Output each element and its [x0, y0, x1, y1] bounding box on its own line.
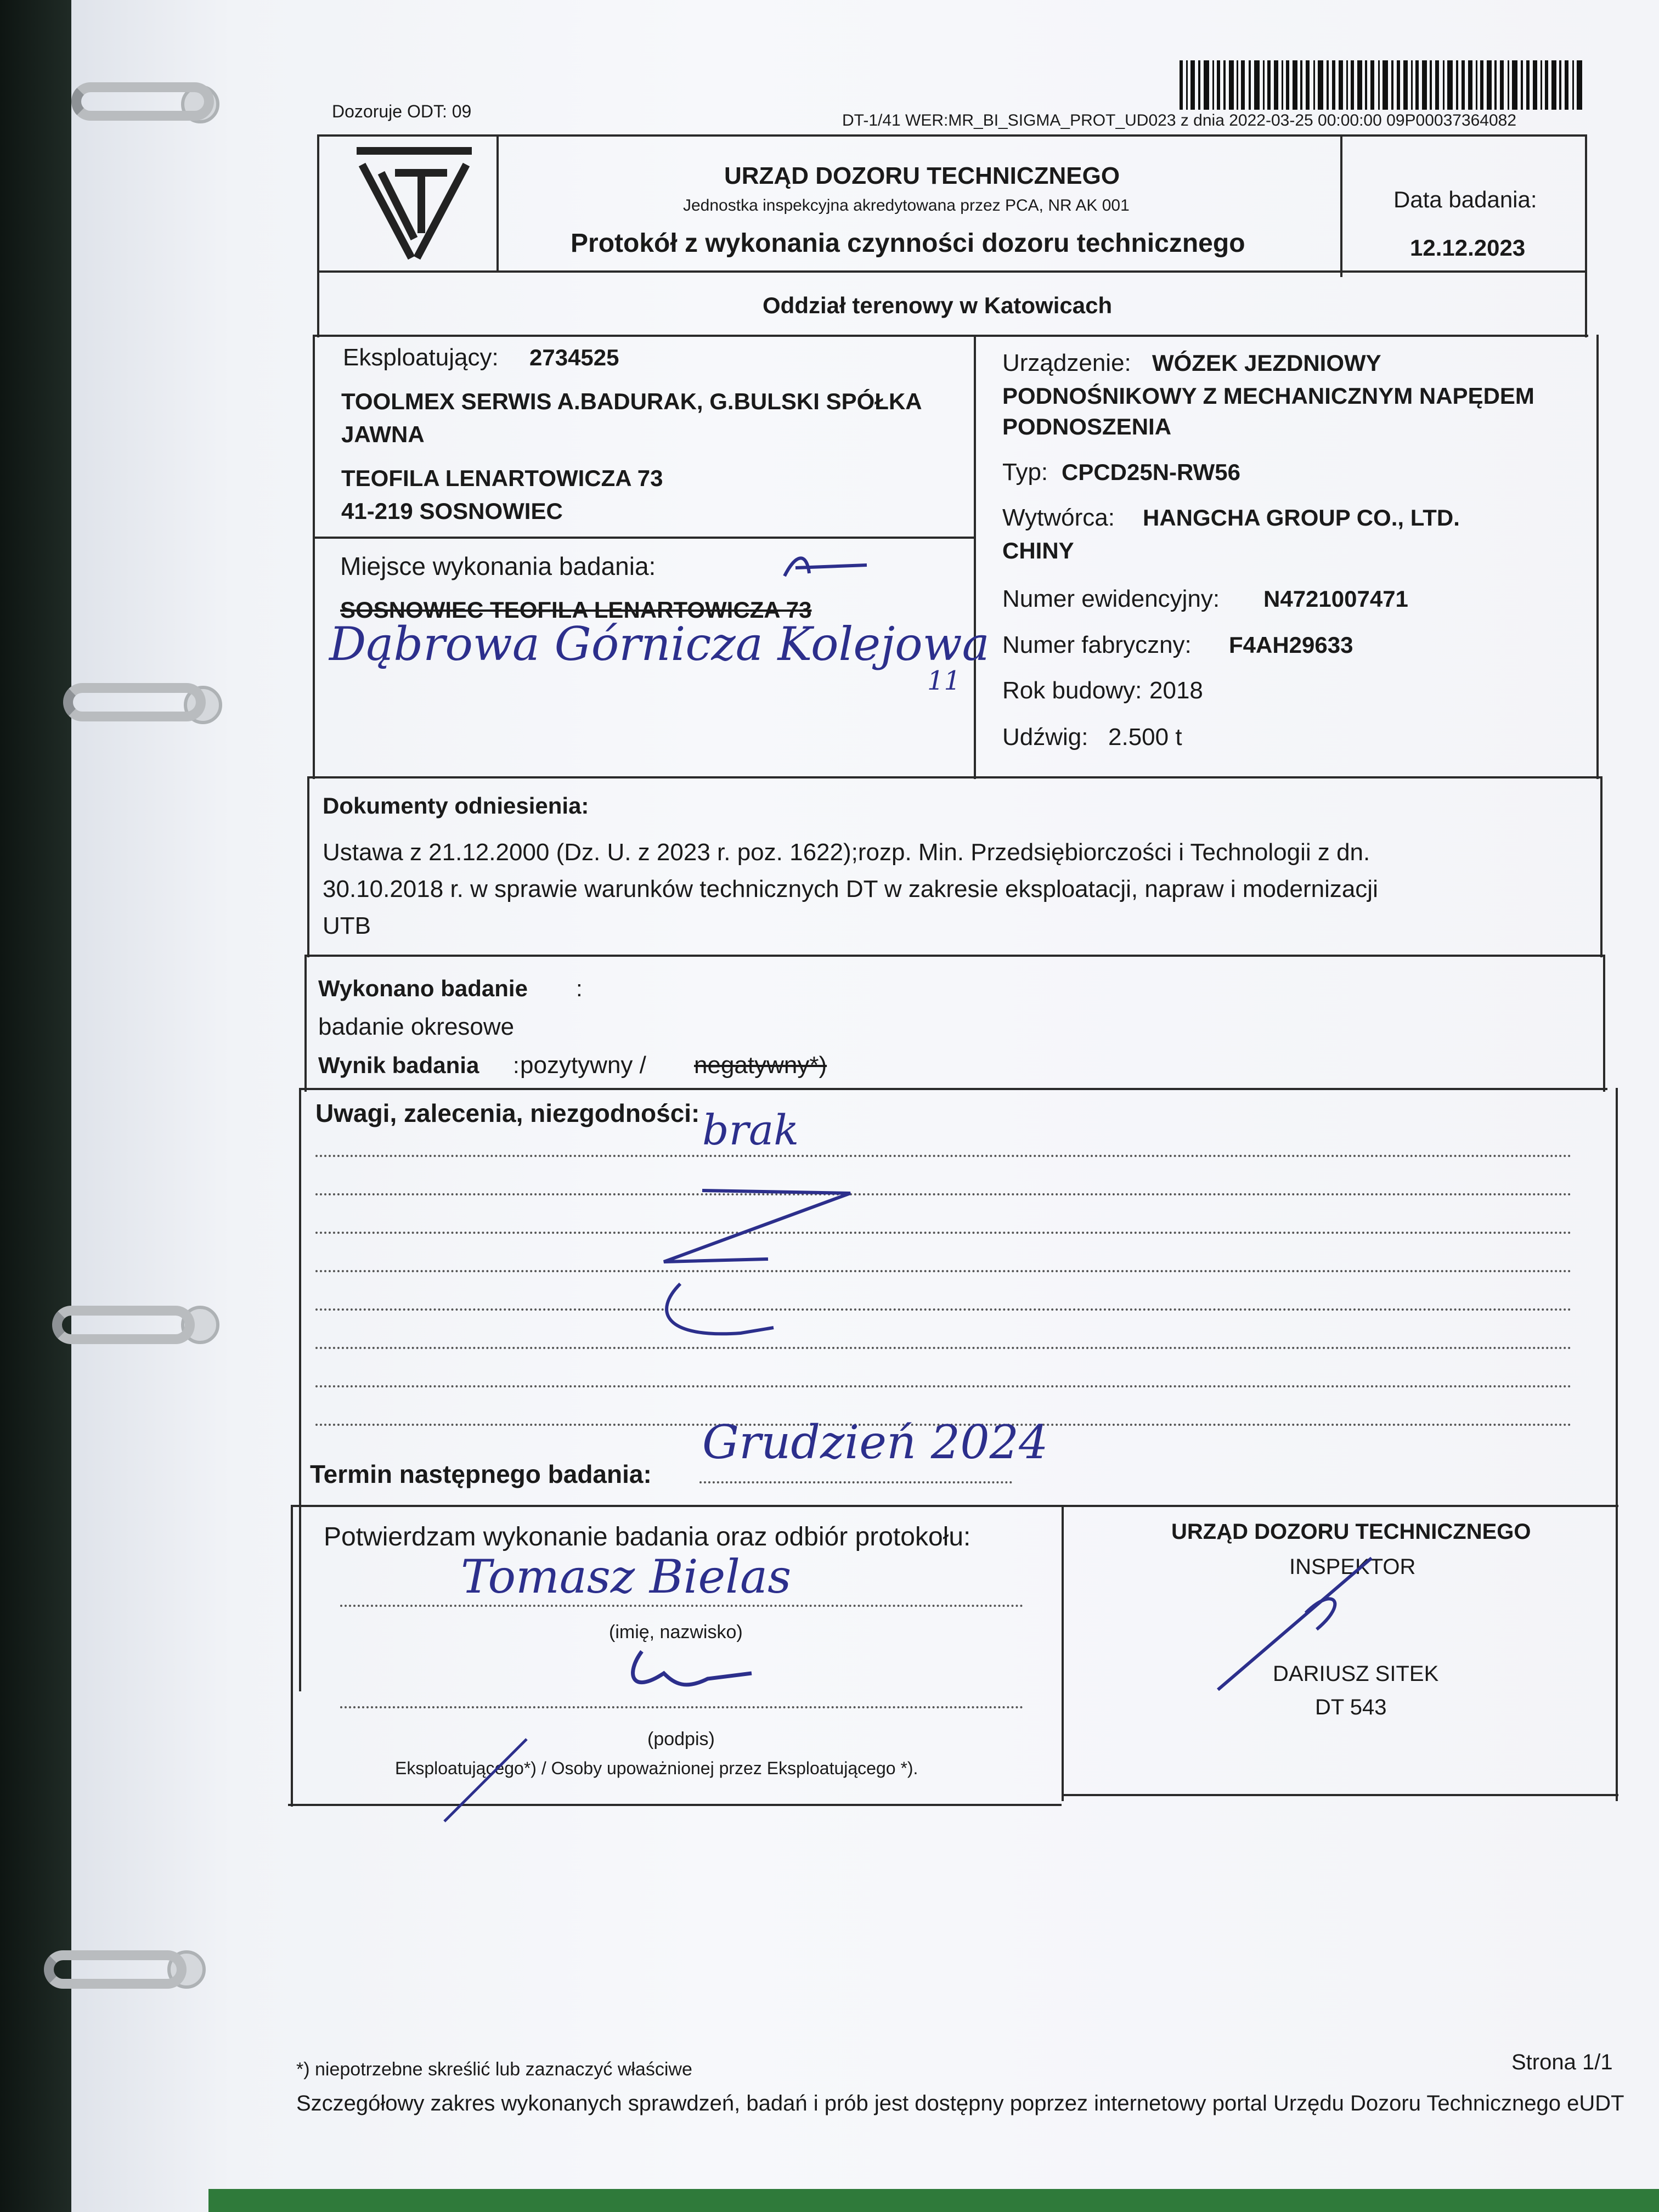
inspector-name: DARIUSZ SITEK	[1273, 1662, 1439, 1686]
location-handwritten: Dąbrowa Górnicza Kolejowa	[329, 617, 990, 671]
documents-line2: 30.10.2018 r. w sprawie warunków technicznych DT w zakresie eksploatacji, napraw i modernizacji	[323, 876, 1378, 902]
remarks-line	[315, 1308, 1572, 1311]
operator-label: Eksploatujący:	[343, 344, 499, 371]
operator-address-line2: 41-219 SOSNOWIEC	[341, 498, 563, 524]
location-handwritten-number: 11	[927, 665, 961, 696]
next-exam-line	[699, 1481, 1012, 1483]
header-divider	[1340, 134, 1342, 277]
remarks-line	[315, 1232, 1572, 1234]
binder-ring	[71, 82, 214, 121]
exam-done-colon: :	[576, 975, 583, 1001]
footnote: *) niepotrzebne skreślić lub zaznaczyć właściwe	[296, 2059, 692, 2080]
page-number: Strona 1/1	[1511, 2050, 1613, 2074]
operator-location-divider	[313, 537, 975, 539]
name-caption: (imię, nazwisko)	[609, 1622, 743, 1643]
binder-ring	[44, 1950, 187, 1989]
remarks-line	[315, 1270, 1572, 1272]
type-label: Typ:	[1002, 459, 1048, 486]
header-border-left	[317, 134, 319, 272]
type-value: CPCD25N-RW56	[1062, 459, 1240, 485]
next-exam-handwritten: Grudzień 2024	[702, 1415, 1048, 1469]
branch-name: Oddział terenowy w Katowicach	[763, 292, 1113, 318]
inspector-org: URZĄD DOZORU TECHNICZNEGO	[1171, 1520, 1531, 1544]
binder-ring	[52, 1306, 195, 1344]
next-exam-label: Termin następnego badania:	[310, 1460, 652, 1488]
section-border-left	[313, 335, 315, 779]
exam-result-colon: :	[513, 1052, 520, 1078]
exam-result-positive: pozytywny /	[520, 1052, 646, 1079]
pen-stroke-mark	[439, 1734, 538, 1827]
serial-value: F4AH29633	[1229, 632, 1353, 658]
strike-through-z-mark	[631, 1169, 861, 1355]
name-line	[340, 1605, 1023, 1607]
capacity-value: 2.500 t	[1108, 724, 1182, 751]
documents-border-top	[307, 776, 1602, 778]
header-border-bottom	[317, 270, 1587, 273]
remarks-border-left	[299, 1088, 301, 1691]
operator-id: 2734525	[529, 345, 619, 370]
reg-number-value: N4721007471	[1263, 586, 1408, 612]
remarks-label: Uwagi, zalecenia, niezgodności:	[315, 1099, 700, 1127]
udt-logo-icon	[351, 140, 477, 266]
role-caption: Eksploatującego*) / Osoby upoważnionej przez Eksploatującego *).	[395, 1758, 918, 1778]
exam-done-label: Wykonano badanie	[318, 975, 528, 1001]
exam-result-negative: negatywny*)	[694, 1052, 827, 1079]
year-label: Rok budowy:	[1002, 677, 1142, 704]
inspector-border-bottom	[1062, 1794, 1618, 1796]
remarks-line	[315, 1193, 1572, 1195]
capacity-label: Udźwig:	[1002, 724, 1088, 751]
date-value: 12.12.2023	[1410, 235, 1526, 261]
exam-border-left	[304, 955, 307, 1092]
inspector-title: INSPEKTOR	[1289, 1555, 1416, 1579]
confirmation-border-right	[1616, 1505, 1618, 1801]
binder-edge	[208, 2189, 1659, 2212]
remarks-border-top	[299, 1088, 1607, 1090]
header-border-top	[317, 134, 1587, 137]
remarks-line	[315, 1347, 1572, 1349]
document-page	[71, 0, 1659, 2212]
exam-border-right	[1603, 955, 1605, 1092]
exam-done-value: badanie okresowe	[318, 1013, 515, 1040]
location-label: Miejsce wykonania badania:	[340, 552, 656, 580]
portal-note: Szczegółowy zakres wykonanych sprawdzeń, badań i prób jest dostępny poprzez internetowy portal Urzędu Dozoru Technicznego eUDT	[296, 2091, 1624, 2115]
protocol-title: Protokół z wykonania czynności dozoru technicznego	[571, 229, 1245, 258]
maker-label: Wytwórca:	[1002, 504, 1115, 531]
date-label: Data badania:	[1393, 187, 1537, 212]
signature-line	[340, 1706, 1023, 1708]
documents-line3: UTB	[323, 912, 371, 939]
confirmer-signature	[620, 1640, 763, 1701]
confirmer-name-handwritten: Tomasz Bielas	[461, 1550, 792, 1604]
odt-label: Dozoruje ODT: 09	[332, 101, 472, 121]
form-reference: DT-1/41 WER:MR_BI_SIGMA_PROT_UD023 z dnia 2022-03-25 00:00:00 09P00037364082	[842, 111, 1517, 129]
confirmation-border-top	[291, 1505, 1618, 1507]
confirmation-border-left	[291, 1505, 293, 1807]
operator-name-line1: TOOLMEX SERWIS A.BADURAK, G.BULSKI SPÓŁKA	[341, 388, 922, 414]
operator-address-line1: TEOFILA LENARTOWICZA 73	[341, 465, 663, 491]
maker-line1: HANGCHA GROUP CO., LTD.	[1143, 505, 1460, 531]
org-name: URZĄD DOZORU TECHNICZNEGO	[724, 162, 1120, 189]
remarks-handwritten: brak	[702, 1105, 799, 1154]
reg-number-label: Numer ewidencyjny:	[1002, 585, 1220, 612]
device-name-line1: WÓZEK JEZDNIOWY	[1152, 350, 1381, 376]
barcode	[1180, 60, 1585, 110]
initials-mark-icon	[779, 549, 872, 587]
confirmation-border-bottom	[288, 1804, 1062, 1806]
section-border-right	[1596, 335, 1599, 779]
remarks-line	[315, 1385, 1572, 1387]
binder-ring	[63, 683, 206, 721]
branch-border-left	[317, 272, 319, 337]
device-name-line2: PODNOŚNIKOWY Z MECHANICZNYM NAPĘDEM	[1002, 383, 1534, 409]
documents-border-left	[307, 776, 309, 957]
accreditation-note: Jednostka inspekcyjna akredytowana przez PCA, NR AK 001	[683, 196, 1130, 215]
year-value: 2018	[1149, 677, 1203, 704]
documents-label: Dokumenty odniesienia:	[323, 793, 589, 819]
exam-result-label: Wynik badania	[318, 1052, 479, 1078]
maker-line2: CHINY	[1002, 538, 1074, 563]
serial-label: Numer fabryczny:	[1002, 631, 1192, 658]
exam-border-top	[304, 955, 1605, 957]
device-name-line3: PODNOSZENIA	[1002, 414, 1172, 439]
confirmation-text: Potwierdzam wykonanie badania oraz odbiór protokołu:	[324, 1522, 971, 1551]
remarks-border-right	[1616, 1088, 1618, 1505]
device-label: Urządzenie:	[1002, 349, 1131, 376]
branch-border-bottom	[313, 335, 1588, 337]
section-divider	[974, 335, 976, 779]
documents-border-right	[1600, 776, 1602, 957]
signature-caption: (podpis)	[647, 1729, 715, 1750]
header-border-right	[1585, 134, 1587, 337]
confirmation-divider	[1062, 1505, 1064, 1801]
remarks-line	[315, 1155, 1572, 1157]
header-divider	[496, 134, 499, 272]
operator-name-line2: JAWNA	[341, 421, 425, 447]
inspector-id: DT 543	[1315, 1695, 1387, 1719]
location-struck-value: SOSNOWIEC TEOFILA LENARTOWICZA 73	[340, 597, 812, 623]
documents-line1: Ustawa z 21.12.2000 (Dz. U. z 2023 r. poz. 1622);rozp. Min. Przedsiębiorczości i Technologii z dn.	[323, 839, 1370, 866]
